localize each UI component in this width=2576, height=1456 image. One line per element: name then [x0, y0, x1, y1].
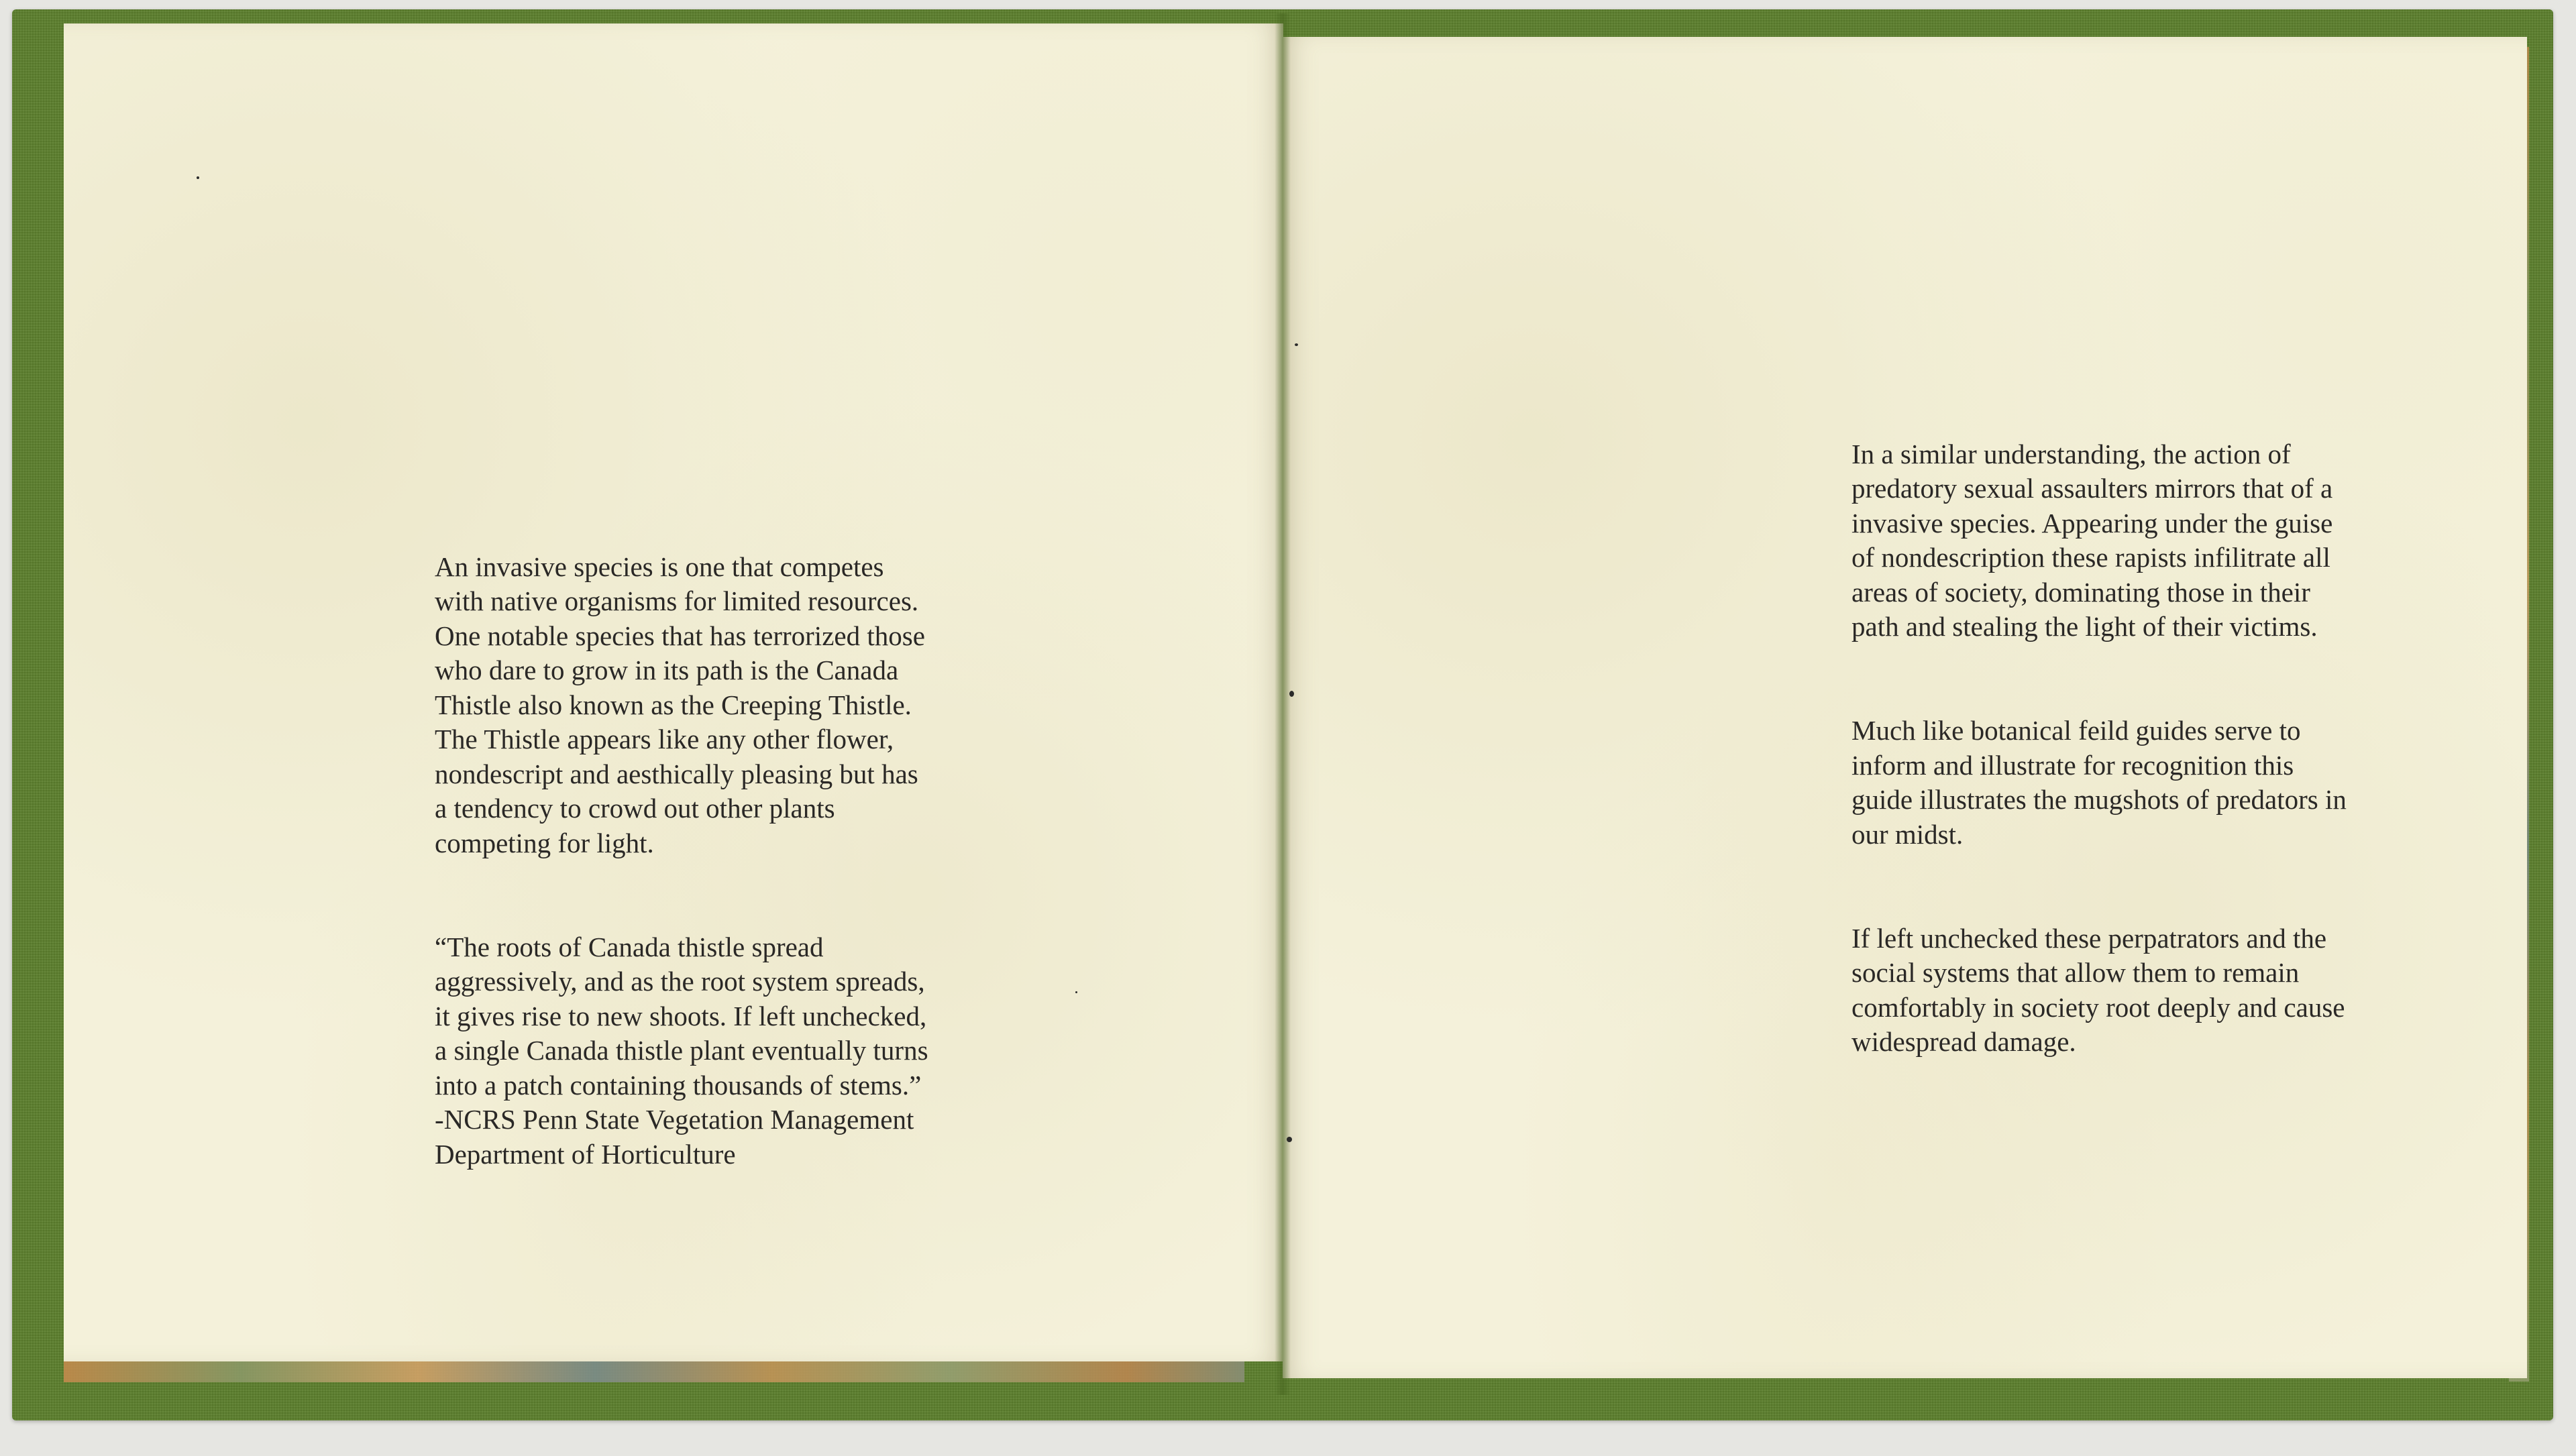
- stitch-mark: [1289, 691, 1294, 697]
- left-paragraph-2-quote: “The roots of Canada thistle spread aggressively, and as the root system spreads, it gives rise to new shoots. If left unchecked, a single Canada thistle plant eventually turns into a patch containing thousands of stems.” -NCRS Penn State Vegetation Management Department of Horticulture: [435, 931, 928, 1170]
- right-page-text: [1851, 402, 2408, 1129]
- paper-speck: [197, 176, 199, 179]
- right-paragraph-1: In a similar understanding, the action of predatory sexual assaulters mirrors that of a invasive species. Appearing under the guise of nondescription these rapists infilitrate all areas of society, dominating those in their path and stealing the light of their victims.: [1851, 438, 2333, 642]
- stitch-mark: [1287, 1137, 1292, 1142]
- left-paragraph-1: An invasive species is one that competes with native organisms for limited resources. One notable species that has terrorized those who dare to grow in its path is the Canada Thistle also known as the Creeping Thistle. The Thistle appears like any other flower, nondescript and aesthically pleasing but has a tendency to crowd out other plants competing for light.: [435, 551, 925, 858]
- paper-speck: [1075, 991, 1077, 993]
- left-page-text: [435, 515, 1038, 1241]
- right-paragraph-2: Much like botanical feild guides serve to inform and illustrate for recognition this guide illustrates the mugshots of predators in our midst.: [1851, 715, 2347, 850]
- stitch-mark: [1295, 343, 1298, 346]
- book-gutter: [1275, 13, 1291, 1395]
- right-paragraph-3: If left unchecked these perpatrators and the social systems that allow them to remain comfortably in society root deeply and cause widespread damage.: [1851, 922, 2345, 1057]
